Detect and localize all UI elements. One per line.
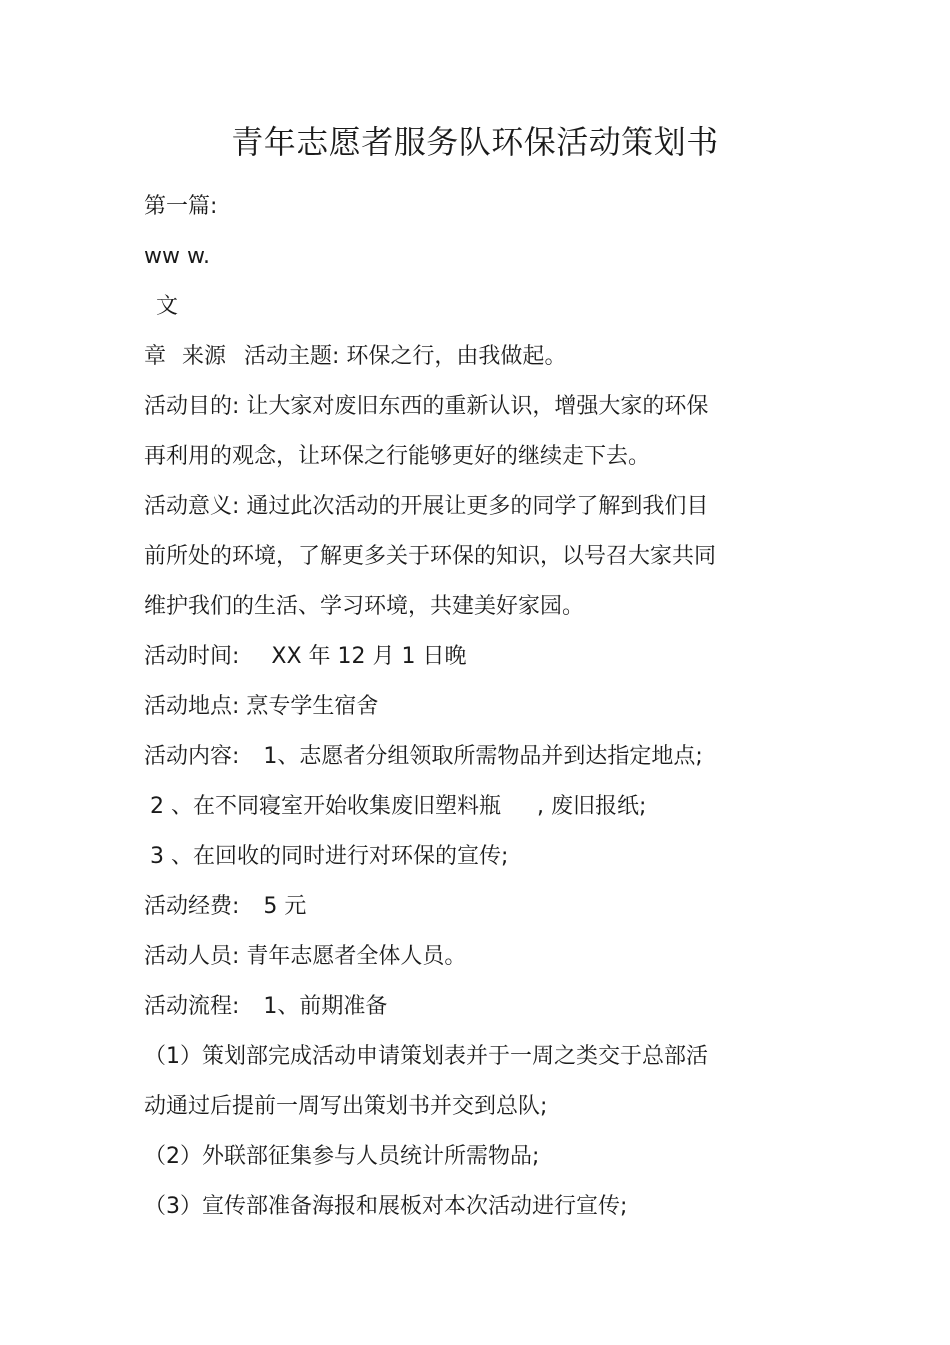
field-label: 活动时间: bbox=[144, 644, 240, 669]
activity-content bbox=[144, 742, 703, 772]
activity-purpose-continued bbox=[144, 442, 650, 472]
activity-budget bbox=[144, 892, 306, 922]
source-url-fragment bbox=[144, 242, 210, 272]
activity-theme-line bbox=[144, 342, 566, 372]
text-line: （3）宣传部准备海报和展板对本次活动进行宣传; bbox=[144, 1194, 628, 1219]
activity-process bbox=[144, 992, 387, 1022]
field-value: 5 元 bbox=[263, 894, 307, 919]
text-line: 再利用的观念，让环保之行能够更好的继续走下去。 bbox=[144, 444, 651, 469]
field-label: 活动经费: bbox=[144, 894, 240, 919]
text-line: 动通过后提前一周写出策划书并交到总队; bbox=[144, 1094, 548, 1119]
text-line: ww w. bbox=[144, 244, 210, 269]
text-fragment: , 废旧报纸; bbox=[537, 794, 647, 819]
process-step-1-continued bbox=[144, 1092, 547, 1122]
activity-time bbox=[144, 642, 467, 672]
text-fragment: 2 、在不同寝室开始收集废旧塑料瓶 bbox=[150, 794, 501, 819]
activity-significance-continued bbox=[144, 542, 716, 572]
activity-content-item-2 bbox=[150, 792, 646, 822]
source-fragment bbox=[156, 292, 178, 322]
process-step-1 bbox=[144, 1042, 708, 1072]
text-line: 前所处的环境，了解更多关于环保的知识，以号召大家共同 bbox=[144, 544, 717, 569]
field-value: 1、前期准备 bbox=[263, 994, 388, 1019]
text-fragment: 章 bbox=[144, 344, 167, 369]
text-line: （2）外联部征集参与人员统计所需物品; bbox=[144, 1144, 540, 1169]
chapter-label bbox=[144, 192, 217, 222]
field-value: XX 年 12 月 1 日晚 bbox=[271, 644, 467, 669]
text-line: 文 bbox=[156, 294, 179, 319]
activity-personnel bbox=[144, 942, 466, 972]
activity-significance bbox=[144, 492, 708, 522]
field-label: 活动流程: bbox=[144, 994, 240, 1019]
text-line: 活动人员: 青年志愿者全体人员。 bbox=[144, 944, 467, 969]
text-line: 3 、在回收的同时进行对环保的宣传; bbox=[150, 844, 509, 869]
activity-purpose bbox=[144, 392, 708, 422]
text-line: 维护我们的生活、学习环境，共建美好家园。 bbox=[144, 594, 585, 619]
document-title: 青年志愿者服务队环保活动策划书 bbox=[231, 123, 719, 161]
activity-content-item-3 bbox=[150, 842, 508, 872]
process-step-3 bbox=[144, 1192, 627, 1222]
text-line: 第一篇: bbox=[144, 194, 218, 219]
process-step-2 bbox=[144, 1142, 539, 1172]
text-line: 活动目的: 让大家对废旧东西的重新认识，增强大家的环保 bbox=[144, 394, 709, 419]
field-value: 1、志愿者分组领取所需物品并到达指定地点; bbox=[263, 744, 703, 769]
text-line: （1）策划部完成活动申请策划表并于一周之类交于总部活 bbox=[144, 1044, 708, 1069]
field-label: 活动内容: bbox=[144, 744, 240, 769]
text-line: 活动意义: 通过此次活动的开展让更多的同学了解到我们目 bbox=[144, 494, 709, 519]
text-line: 活动地点: 烹专学生宿舍 bbox=[144, 694, 379, 719]
activity-significance-end bbox=[144, 592, 584, 622]
activity-theme: 活动主题: 环保之行，由我做起。 bbox=[244, 344, 567, 369]
text-fragment: 来源 bbox=[182, 344, 227, 369]
activity-location bbox=[144, 692, 378, 722]
